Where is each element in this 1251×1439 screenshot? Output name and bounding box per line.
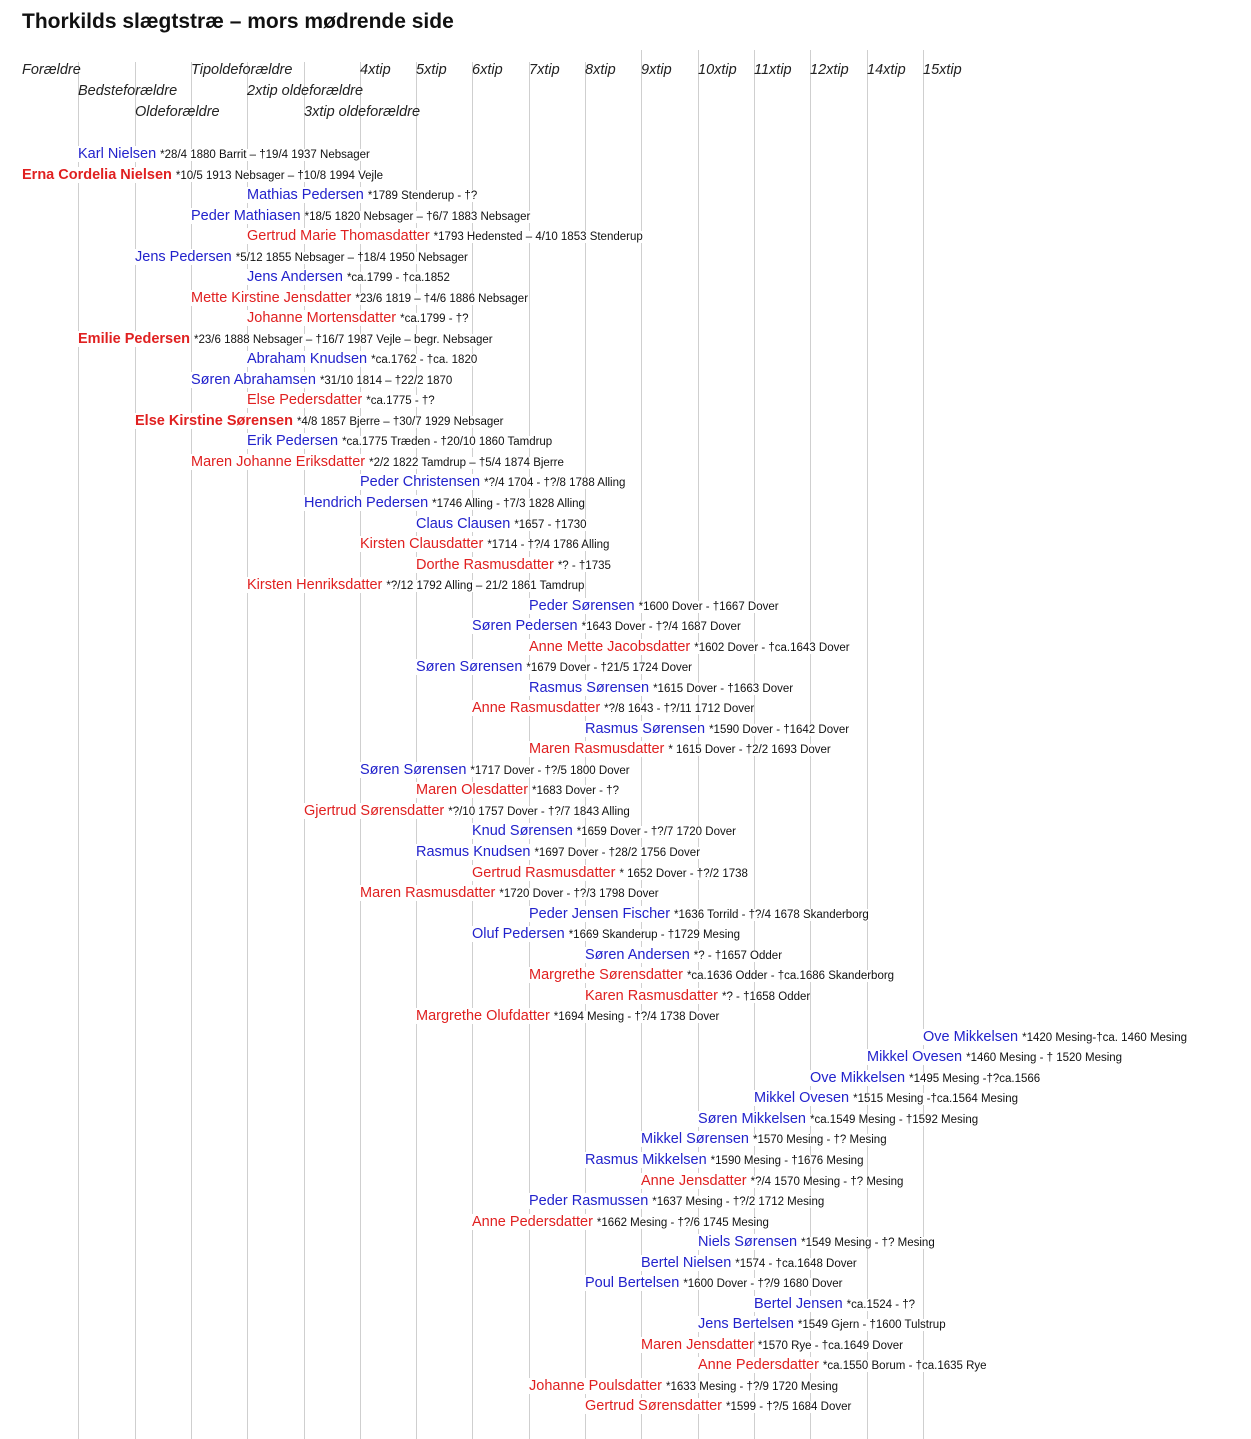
person-entry (472, 1213, 769, 1231)
person-name: Peder Rasmussen (529, 1193, 649, 1209)
person-entry (360, 535, 609, 553)
person-dates: *? - †1735 (557, 560, 611, 572)
person-entry (360, 761, 630, 779)
person-entry (529, 1377, 838, 1395)
person-entry (585, 1274, 843, 1292)
person-name: Søren Sørensen (416, 659, 523, 675)
person-entry (304, 494, 585, 512)
person-entry (135, 248, 468, 266)
person-name: Søren Sørensen (360, 762, 467, 778)
person-entry (472, 617, 741, 635)
generation-header: 9xtip (641, 62, 672, 78)
person-dates: * 1615 Dover - †2/2 1693 Dover (668, 744, 831, 756)
generation-header: 8xtip (585, 62, 616, 78)
generation-header: 11xtip (754, 62, 792, 78)
person-name: Johanne Poulsdatter (529, 1378, 663, 1394)
person-name: Jens Bertelsen (698, 1316, 794, 1332)
person-name: Søren Pedersen (472, 618, 578, 634)
person-dates: *10/5 1913 Nebsager – †10/8 1994 Vejle (175, 170, 384, 182)
person-name: Ove Mikkelsen (810, 1070, 906, 1086)
person-name: Søren Abrahamsen (191, 372, 316, 388)
person-dates: *1659 Dover - †?/7 1720 Dover (576, 826, 736, 838)
person-entry (247, 391, 435, 409)
person-entry (416, 781, 619, 799)
person-entry (585, 1397, 851, 1415)
person-dates: * 1652 Dover - †?/2 1738 (619, 868, 748, 880)
person-dates: *1495 Mesing -†?ca.1566 (909, 1073, 1041, 1085)
person-name: Peder Jensen Fischer (529, 906, 671, 922)
person-dates: *23/6 1888 Nebsager – †16/7 1987 Vejle – begr. Nebsager (194, 334, 493, 346)
person-dates: *1599 - †?/5 1684 Dover (726, 1401, 852, 1413)
person-dates: *1602 Dover - †ca.1643 Dover (694, 642, 850, 654)
person-dates: *1460 Mesing - † 1520 Mesing (966, 1052, 1123, 1064)
person-dates: *1746 Alling - †7/3 1828 Alling (432, 498, 585, 510)
person-name: Gjertrud Sørensdatter (304, 803, 445, 819)
person-entry (416, 1007, 719, 1025)
person-entry (360, 884, 659, 902)
person-name: Margrethe Olufdatter (416, 1008, 550, 1024)
person-dates: *?/4 1704 - †?/8 1788 Alling (484, 477, 626, 489)
person-name: Peder Sørensen (529, 598, 635, 614)
generation-header: Tipoldeforældre (191, 62, 293, 78)
person-name: Rasmus Sørensen (529, 680, 650, 696)
person-dates: *ca.1636 Odder - †ca.1686 Skanderborg (686, 970, 895, 982)
person-dates: *1643 Dover - †?/4 1687 Dover (581, 621, 741, 633)
person-entry (247, 309, 469, 327)
person-name: Bertel Jensen (754, 1296, 843, 1312)
person-name: Jens Pedersen (135, 249, 232, 265)
person-dates: *?/4 1570 Mesing - †? Mesing (750, 1176, 904, 1188)
person-name: Mette Kirstine Jensdatter (191, 290, 352, 306)
page-title: Thorkilds slægtstræ – mors mødrende side (22, 10, 454, 33)
generation-header: 14xtip (867, 62, 906, 78)
person-name: Margrethe Sørensdatter (529, 967, 683, 983)
person-dates: *1717 Dover - †?/5 1800 Dover (470, 765, 630, 777)
person-entry (247, 432, 552, 450)
person-entry (22, 166, 383, 184)
person-entry (529, 740, 831, 758)
person-dates: *1549 Mesing - †? Mesing (801, 1237, 935, 1249)
person-dates: *?/8 1643 - †?/11 1712 Dover (604, 703, 755, 715)
person-name: Ove Mikkelsen (923, 1029, 1019, 1045)
person-entry (191, 371, 452, 389)
generation-header: 2xtip oldeforældre (247, 83, 364, 99)
person-dates: *1600 Dover - †1667 Dover (638, 601, 779, 613)
generation-header: 7xtip (529, 62, 560, 78)
person-dates: *28/4 1880 Barrit – †19/4 1937 Nebsager (160, 149, 370, 161)
person-name: Johanne Mortensdatter (247, 310, 397, 326)
person-dates: *1669 Skanderup - †1729 Mesing (568, 929, 741, 941)
person-dates: *5/12 1855 Nebsager – †18/4 1950 Nebsager (235, 252, 468, 264)
person-entry (472, 864, 748, 882)
generation-header: 15xtip (923, 62, 962, 78)
generation-header: 6xtip (472, 62, 503, 78)
person-entry (416, 515, 587, 533)
person-entry (191, 289, 528, 307)
generation-header: 4xtip (360, 62, 391, 78)
person-dates: *23/6 1819 – †4/6 1886 Nebsager (355, 293, 529, 305)
person-dates: *31/10 1814 – †22/2 1870 (319, 375, 453, 387)
person-name: Maren Jensdatter (641, 1337, 754, 1353)
person-dates: *1574 - †ca.1648 Dover (735, 1258, 857, 1270)
person-entry (867, 1048, 1122, 1066)
person-dates: *1637 Mesing - †?/2 1712 Mesing (652, 1196, 825, 1208)
person-entry (247, 268, 450, 286)
person-dates: *1679 Dover - †21/5 1724 Dover (526, 662, 692, 674)
person-name: Anne Rasmusdatter (472, 700, 601, 716)
person-name: Knud Sørensen (472, 823, 573, 839)
person-dates: *?/10 1757 Dover - †?/7 1843 Alling (448, 806, 630, 818)
person-name: Anne Mette Jacobsdatter (529, 639, 691, 655)
person-name: Maren Rasmusdatter (360, 885, 496, 901)
person-dates: *?/12 1792 Alling – 21/2 1861 Tamdrup (386, 580, 585, 592)
person-entry (529, 597, 779, 615)
person-entry (698, 1356, 987, 1374)
person-entry (529, 966, 894, 984)
person-dates: *1420 Mesing-†ca. 1460 Mesing (1022, 1032, 1188, 1044)
person-name: Maren Rasmusdatter (529, 741, 665, 757)
person-name: Mikkel Sørensen (641, 1131, 749, 1147)
person-dates: *2/2 1822 Tamdrup – †5/4 1874 Bjerre (369, 457, 564, 469)
gridline (867, 50, 868, 1439)
person-name: Rasmus Mikkelsen (585, 1152, 707, 1168)
person-entry (191, 453, 564, 471)
person-name: Abraham Knudsen (247, 351, 368, 367)
gridline (191, 62, 192, 1439)
person-name: Claus Clausen (416, 516, 511, 532)
generation-header: 10xtip (698, 62, 737, 78)
person-name: Erik Pedersen (247, 433, 339, 449)
person-entry (754, 1295, 915, 1313)
person-entry (641, 1336, 903, 1354)
person-name: Kirsten Clausdatter (360, 536, 484, 552)
person-name: Søren Mikkelsen (698, 1111, 806, 1127)
person-name: Erna Cordelia Nielsen (22, 167, 172, 183)
person-name: Niels Sørensen (698, 1234, 798, 1250)
person-name: Anne Pedersdatter (698, 1357, 819, 1373)
person-dates: *1697 Dover - †28/2 1756 Dover (534, 847, 701, 859)
person-entry (641, 1172, 903, 1190)
person-dates: *? - †1657 Odder (693, 950, 783, 962)
person-entry (191, 207, 530, 225)
person-entry (416, 658, 692, 676)
person-dates: *1570 Mesing - †? Mesing (752, 1134, 887, 1146)
person-dates: *1720 Dover - †?/3 1798 Dover (499, 888, 659, 900)
person-entry (529, 905, 869, 923)
person-dates: *1615 Dover - †1663 Dover (653, 683, 794, 695)
person-name: Bertel Nielsen (641, 1255, 732, 1271)
person-entry (698, 1233, 935, 1251)
person-entry (135, 412, 503, 430)
person-dates: *? - †1658 Odder (721, 991, 811, 1003)
person-name: Peder Mathiasen (191, 208, 301, 224)
person-name: Dorthe Rasmusdatter (416, 557, 554, 573)
person-dates: *ca.1775 Træden - †20/10 1860 Tamdrup (342, 436, 553, 448)
person-dates: *1570 Rye - †ca.1649 Dover (757, 1340, 903, 1352)
person-name: Maren Olesdatter (416, 782, 529, 798)
person-dates: *ca.1799 - †ca.1852 (346, 272, 450, 284)
person-dates: *1515 Mesing -†ca.1564 Mesing (853, 1093, 1019, 1105)
person-entry (698, 1110, 978, 1128)
person-name: Mikkel Ovesen (867, 1049, 963, 1065)
person-entry (754, 1089, 1018, 1107)
person-entry (416, 843, 700, 861)
person-name: Karl Nielsen (78, 146, 157, 162)
person-dates: *1793 Hedensted – 4/10 1853 Stenderup (433, 231, 643, 243)
person-entry (641, 1254, 857, 1272)
person-name: Maren Johanne Eriksdatter (191, 454, 366, 470)
person-name: Else Kirstine Sørensen (135, 413, 293, 429)
person-name: Mathias Pedersen (247, 187, 364, 203)
person-dates: *1600 Dover - †?/9 1680 Dover (683, 1278, 843, 1290)
person-entry (529, 679, 793, 697)
person-dates: *ca.1762 - †ca. 1820 (371, 354, 478, 366)
person-name: Jens Andersen (247, 269, 343, 285)
person-entry (585, 720, 849, 738)
person-name: Anne Pedersdatter (472, 1214, 593, 1230)
person-entry (810, 1069, 1040, 1087)
person-entry (641, 1130, 887, 1148)
person-name: Rasmus Knudsen (416, 844, 531, 860)
gridline (923, 50, 924, 1439)
person-entry (78, 145, 370, 163)
person-entry (247, 350, 477, 368)
person-dates: *1549 Gjern - †1600 Tulstrup (797, 1319, 946, 1331)
person-entry (78, 330, 493, 348)
person-entry (416, 556, 611, 574)
person-entry (472, 699, 754, 717)
person-name: Gertrud Marie Thomasdatter (247, 228, 430, 244)
person-name: Gertrud Sørensdatter (585, 1398, 722, 1414)
person-entry (585, 946, 782, 964)
person-entry (585, 987, 810, 1005)
person-dates: *1636 Torrild - †?/4 1678 Skanderborg (674, 909, 869, 921)
person-entry (472, 822, 736, 840)
person-entry (247, 227, 643, 245)
person-entry (529, 1192, 824, 1210)
person-dates: *1789 Stenderup - †? (367, 190, 478, 202)
person-dates: *1590 Mesing - †1676 Mesing (710, 1155, 864, 1167)
person-name: Rasmus Sørensen (585, 721, 706, 737)
generation-header: 12xtip (810, 62, 849, 78)
generation-header: Forældre (22, 62, 81, 78)
generation-header: Bedsteforældre (78, 83, 178, 99)
person-name: Karen Rasmusdatter (585, 988, 718, 1004)
gridline (78, 62, 79, 1439)
person-entry (923, 1028, 1187, 1046)
person-dates: *4/8 1857 Bjerre – †30/7 1929 Nebsager (296, 416, 504, 428)
person-name: Gertrud Rasmusdatter (472, 865, 616, 881)
person-dates: *18/5 1820 Nebsager – †6/7 1883 Nebsager (304, 211, 531, 223)
person-name: Emilie Pedersen (78, 331, 191, 347)
person-name: Poul Bertelsen (585, 1275, 680, 1291)
person-dates: *1683 Dover - †? (532, 785, 619, 797)
person-dates: *1714 - †?/4 1786 Alling (487, 539, 610, 551)
person-dates: *ca.1549 Mesing - †1592 Mesing (809, 1114, 979, 1126)
person-entry (304, 802, 630, 820)
person-dates: *ca.1550 Borum - †ca.1635 Rye (822, 1360, 987, 1372)
person-dates: *ca.1524 - †? (846, 1299, 916, 1311)
person-entry (529, 638, 850, 656)
person-entry (585, 1151, 863, 1169)
person-dates: *ca.1799 - †? (400, 313, 469, 325)
person-entry (360, 473, 625, 491)
gridline (135, 62, 136, 1439)
person-dates: *1633 Mesing - †?/9 1720 Mesing (666, 1381, 838, 1393)
person-name: Anne Jensdatter (641, 1173, 747, 1189)
person-name: Else Pedersdatter (247, 392, 363, 408)
person-name: Oluf Pedersen (472, 926, 565, 942)
person-name: Kirsten Henriksdatter (247, 577, 383, 593)
person-dates: *1657 - †1730 (514, 519, 587, 531)
person-entry (698, 1315, 946, 1333)
person-name: Peder Christensen (360, 474, 481, 490)
person-entry (472, 925, 740, 943)
person-name: Hendrich Pedersen (304, 495, 429, 511)
person-entry (247, 186, 477, 204)
person-dates: *1590 Dover - †1642 Dover (709, 724, 850, 736)
generation-header: 3xtip oldeforældre (304, 104, 421, 120)
person-dates: *ca.1775 - †? (366, 395, 435, 407)
person-dates: *1694 Mesing - †?/4 1738 Dover (553, 1011, 720, 1023)
gridline (472, 62, 473, 1439)
generation-header: 5xtip (416, 62, 447, 78)
person-name: Søren Andersen (585, 947, 690, 963)
generation-header: Oldeforældre (135, 104, 220, 120)
person-entry (247, 576, 584, 594)
person-name: Mikkel Ovesen (754, 1090, 850, 1106)
person-dates: *1662 Mesing - †?/6 1745 Mesing (596, 1217, 769, 1229)
